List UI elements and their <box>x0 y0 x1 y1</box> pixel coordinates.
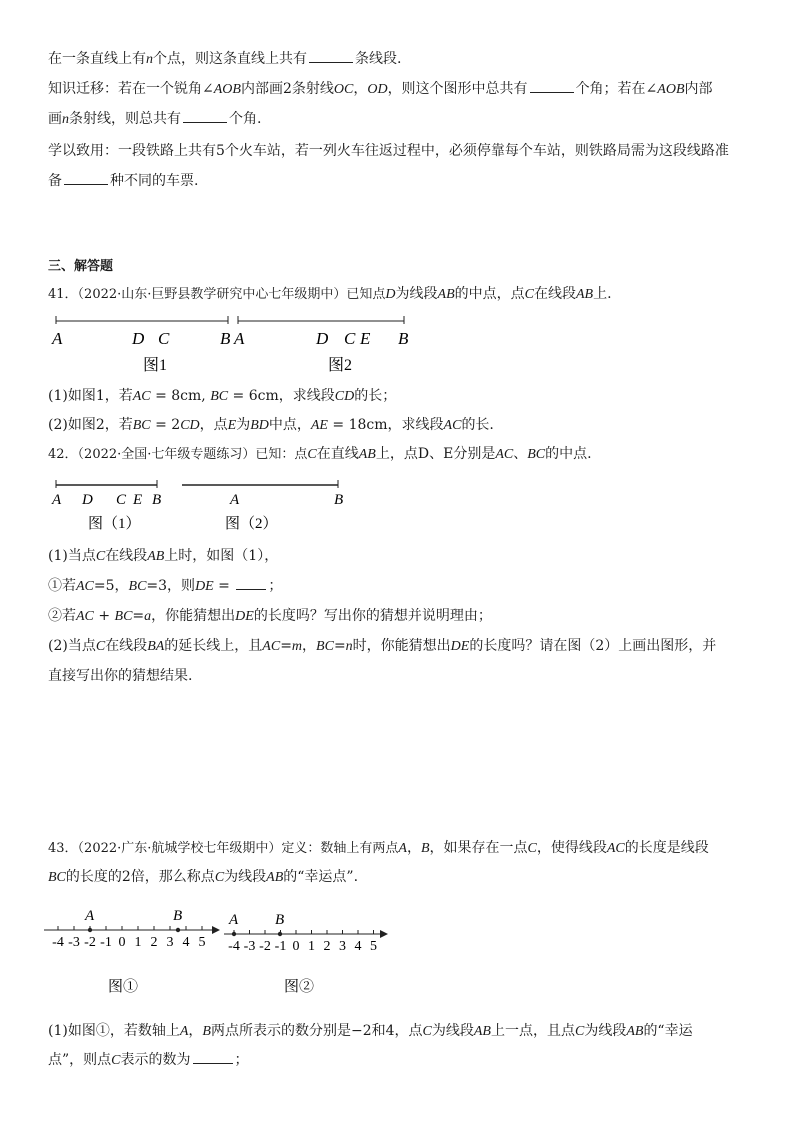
figure-caption: 图2 <box>328 357 353 374</box>
point-b-label: B <box>173 908 183 924</box>
q42-figures <box>0 476 800 534</box>
q41-part-1: (1)如图1，若AC = 8cm, BC = 6cm，求线段CD的长； <box>48 388 397 404</box>
q43-number-line-1 <box>44 908 220 995</box>
q42-part-2b: 直接写出你的猜想结果. <box>48 668 193 684</box>
axis-tick-label: 0 <box>118 935 126 950</box>
axis-tick-label: -3 <box>68 935 80 950</box>
q41-figure-2 <box>233 316 409 374</box>
point-b-label: B <box>275 912 285 928</box>
section-title: 三、解答题 <box>48 259 114 274</box>
answer-blank[interactable] <box>193 1049 233 1064</box>
q42-part-1: (1)当点C在线段AB上时，如图（1）， <box>48 548 279 564</box>
axis-tick-label: -1 <box>100 935 112 950</box>
q42-part-1a: ①若AC=5，BC=3，则DE = ； <box>48 575 282 598</box>
q41-head: 41．（2022·山东·巨野县教学研究中心七年级期中）已知点D为线段AB的中点，点C在线段AB上. <box>48 286 612 302</box>
axis-tick-label: 2 <box>323 939 331 954</box>
axis-tick-label: 4 <box>182 935 190 950</box>
q42-figure-1 <box>51 480 161 532</box>
axis-tick-label: 2 <box>150 935 158 950</box>
answer-blank[interactable] <box>183 108 227 123</box>
q43-head-2: BC的长度的2倍，那么称点C为线段AB的“幸运点”. <box>48 869 359 885</box>
intro-line-4: 学以致用：一段铁路上共有5个火车站，若一列火车往返过程中，必须停靠每个车站，则铁路局需为这段线路准 <box>48 143 729 159</box>
q43-number-line-2 <box>224 912 388 995</box>
answer-blank[interactable] <box>236 575 266 590</box>
axis-arrow-icon <box>380 930 388 938</box>
label-e: E <box>133 492 143 508</box>
point-a-label: A <box>85 908 95 924</box>
axis-tick-label: -4 <box>228 939 240 954</box>
point-b-dot <box>176 928 180 932</box>
answer-blank[interactable] <box>64 170 108 185</box>
label-b: B <box>398 329 409 348</box>
axis-tick-label: 3 <box>166 935 174 950</box>
axis-tick-label: 5 <box>370 939 377 954</box>
label-c: C <box>344 329 356 348</box>
label-a: A <box>52 492 62 508</box>
q43-part-1b: 点”，则点C表示的数为 ； <box>48 1049 249 1072</box>
point-a-dot <box>232 932 236 936</box>
point-b-dot <box>278 932 282 936</box>
figure-caption: 图（1） <box>88 516 141 532</box>
label-a: A <box>230 492 240 508</box>
axis-tick-label: 5 <box>198 935 206 950</box>
label-d: D <box>132 329 145 348</box>
axis-tick-label: 0 <box>292 939 300 954</box>
figure-caption: 图② <box>284 979 315 995</box>
q41-figures <box>0 310 800 380</box>
axis-tick-label: -3 <box>243 939 256 954</box>
q41-figure-1 <box>51 316 231 374</box>
axis-tick-label: 4 <box>354 939 362 954</box>
intro-line-3: 画n条射线，则总共有 个角. <box>48 108 261 131</box>
label-a: A <box>234 329 245 348</box>
intro-line-1: 在一条直线上有n个点，则这条直线上共有 条线段. <box>48 48 401 71</box>
axis-tick-label: 3 <box>339 939 346 954</box>
q42-figure-2 <box>182 480 343 532</box>
label-e: E <box>360 329 371 348</box>
axis-tick-label: -1 <box>274 939 287 954</box>
axis-tick-label: -4 <box>52 935 64 950</box>
label-a: A <box>52 329 63 348</box>
q42-part-1b: ②若AC + BC=a，你能猜想出DE的长度吗？写出你的猜想并说明理由； <box>48 608 492 624</box>
q41-part-2: (2)如图2，若BC = 2CD，点E为BD中点，AE = 18cm，求线段AC的长. <box>48 417 494 433</box>
axis-arrow-icon <box>212 926 220 934</box>
label-c: C <box>116 492 127 508</box>
label-b: B <box>152 492 162 508</box>
point-a-label: A <box>229 912 239 928</box>
figure-caption: 图（2） <box>225 516 278 532</box>
label-d: D <box>82 492 93 508</box>
intro-line-2: 知识迁移：若在一个锐角∠AOB内部画2条射线OC，OD，则这个图形中总共有 个角；若在∠AOB内部 <box>48 78 713 101</box>
q43-figures <box>0 902 800 1002</box>
axis-tick-label: -2 <box>259 939 271 954</box>
q43-head-1: 43．（2022·广东·航城学校七年级期中）定义：数轴上有两点A，B，如果存在一点C，使得线段AC的长度是线段 <box>48 840 709 856</box>
label-b: B <box>220 329 231 348</box>
label-d: D <box>316 329 329 348</box>
q42-part-2: (2)当点C在线段BA的延长线上，且AC=m，BC=n时，你能猜想出DE的长度吗？请在图（2）上画出图形，并 <box>48 638 717 654</box>
intro-line-5: 备 种不同的车票. <box>48 170 198 192</box>
axis-tick-label: 1 <box>134 935 142 950</box>
axis-tick-label: 1 <box>308 939 315 954</box>
answer-blank[interactable] <box>530 78 574 93</box>
answer-blank[interactable] <box>309 48 353 63</box>
label-c: C <box>158 329 170 348</box>
axis-tick-label: -2 <box>84 935 96 950</box>
figure-caption: 图① <box>108 979 139 995</box>
q43-part-1: (1)如图①，若数轴上A，B两点所表示的数分别是−2和4，点C为线段AB上一点，且点C为线段AB的“幸运 <box>48 1023 693 1039</box>
q42-head: 42．（2022·全国·七年级专题练习）已知：点C在直线AB上，点D、E分别是AC、BC的中点. <box>48 446 592 462</box>
label-b: B <box>334 492 344 508</box>
point-a-dot <box>88 928 92 932</box>
figure-caption: 图1 <box>143 357 168 374</box>
